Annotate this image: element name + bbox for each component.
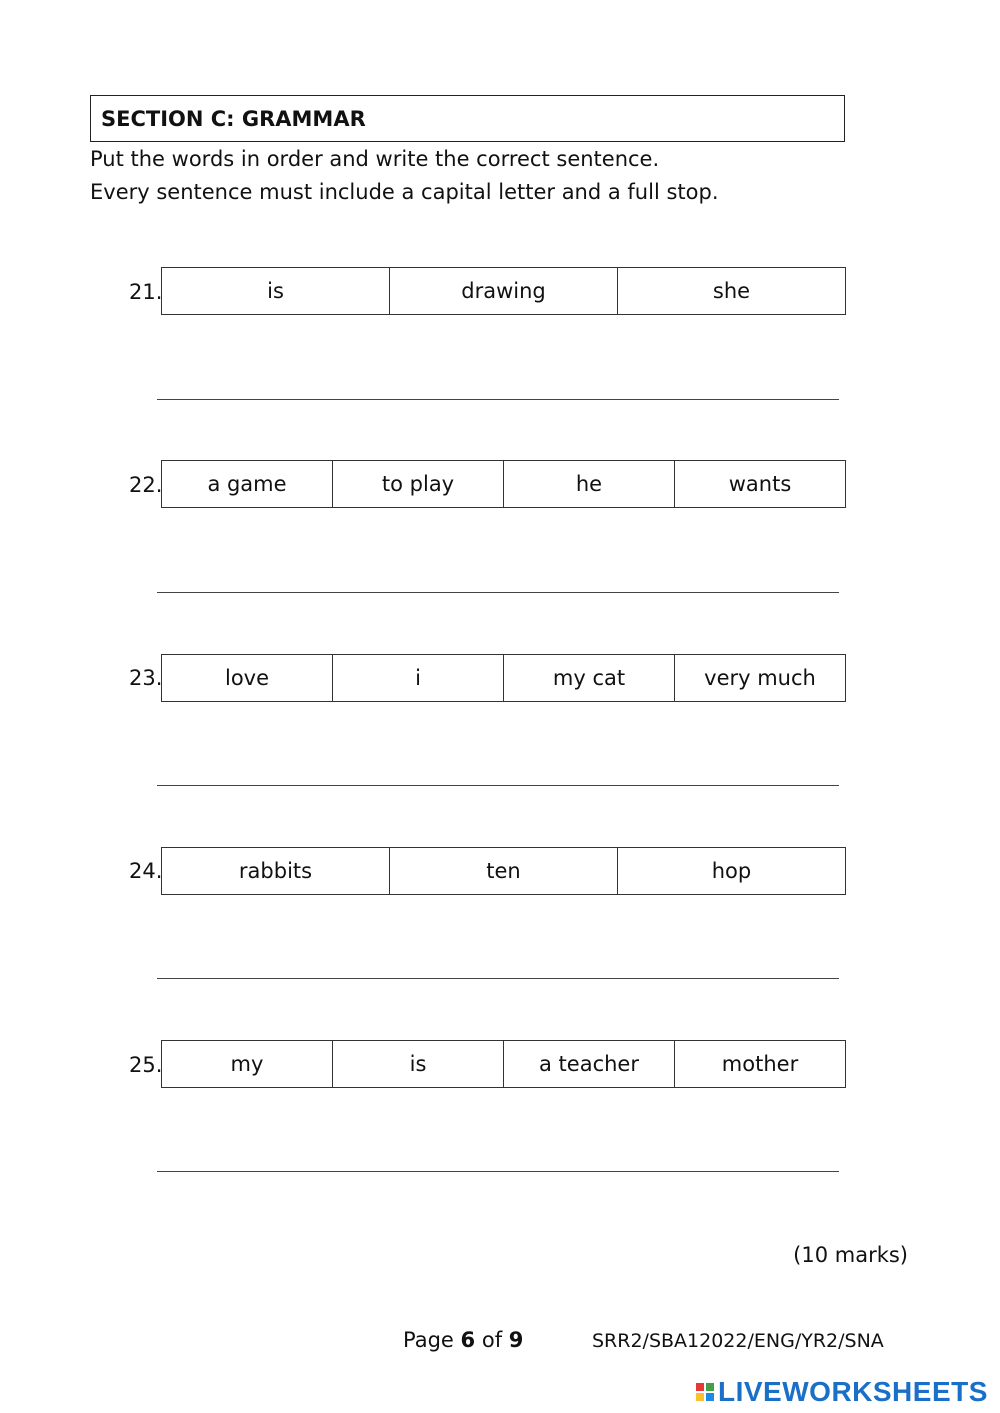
page-total: 9 bbox=[508, 1328, 524, 1352]
logo-grid-icon bbox=[696, 1383, 714, 1401]
word-cell: love bbox=[162, 655, 333, 701]
question-number: 22. bbox=[129, 473, 163, 497]
page-of: of bbox=[481, 1328, 503, 1352]
question-number: 24. bbox=[129, 859, 163, 883]
word-box-row bbox=[161, 1040, 846, 1088]
page-prefix: Page bbox=[403, 1328, 454, 1352]
word-cell: rabbits bbox=[162, 848, 390, 894]
word-cell: very much bbox=[704, 666, 816, 690]
word-cell: is bbox=[333, 1041, 504, 1087]
word-cell: he bbox=[504, 461, 675, 507]
logo-square bbox=[706, 1383, 714, 1391]
word-cell: wants bbox=[728, 472, 792, 496]
word-cell: my bbox=[162, 1041, 333, 1087]
document-code: SRR2/SBA12022/ENG/YR2/SNA bbox=[592, 1330, 884, 1352]
answer-line[interactable] bbox=[157, 978, 839, 979]
word-cell: mother bbox=[721, 1052, 799, 1076]
page-current: 6 bbox=[460, 1328, 476, 1352]
instruction-line-2: Every sentence must include a capital letter and a full stop. bbox=[90, 180, 719, 204]
logo-square bbox=[696, 1393, 704, 1401]
word-cell: i bbox=[333, 655, 504, 701]
word-cell: my cat bbox=[504, 655, 675, 701]
word-box-row bbox=[161, 654, 846, 702]
word-cell: a game bbox=[162, 461, 333, 507]
word-cell: is bbox=[162, 268, 390, 314]
logo-square bbox=[706, 1393, 714, 1401]
word-cell: a teacher bbox=[504, 1041, 675, 1087]
word-cell: she bbox=[712, 279, 751, 303]
question-number: 25. bbox=[129, 1053, 163, 1077]
answer-line[interactable] bbox=[157, 785, 839, 786]
word-cell: hop bbox=[711, 859, 752, 883]
total-marks: (10 marks) bbox=[793, 1243, 908, 1267]
answer-line[interactable] bbox=[157, 399, 839, 400]
answer-line[interactable] bbox=[157, 592, 839, 593]
word-box-row bbox=[161, 847, 846, 895]
section-title: SECTION C: GRAMMAR bbox=[90, 95, 845, 142]
word-cell: ten bbox=[390, 848, 618, 894]
question-number: 21. bbox=[129, 280, 163, 304]
word-box-row bbox=[161, 460, 846, 508]
page-number bbox=[403, 1328, 523, 1352]
answer-line[interactable] bbox=[157, 1171, 839, 1172]
brand-name: LIVEWORKSHEETS bbox=[718, 1376, 988, 1407]
instruction-line-1: Put the words in order and write the correct sentence. bbox=[90, 147, 660, 171]
word-cell: to play bbox=[333, 461, 504, 507]
liveworksheets-logo bbox=[696, 1376, 988, 1408]
word-cell: drawing bbox=[390, 268, 618, 314]
logo-square bbox=[696, 1383, 704, 1391]
question-number: 23. bbox=[129, 666, 163, 690]
word-box-row bbox=[161, 267, 846, 315]
